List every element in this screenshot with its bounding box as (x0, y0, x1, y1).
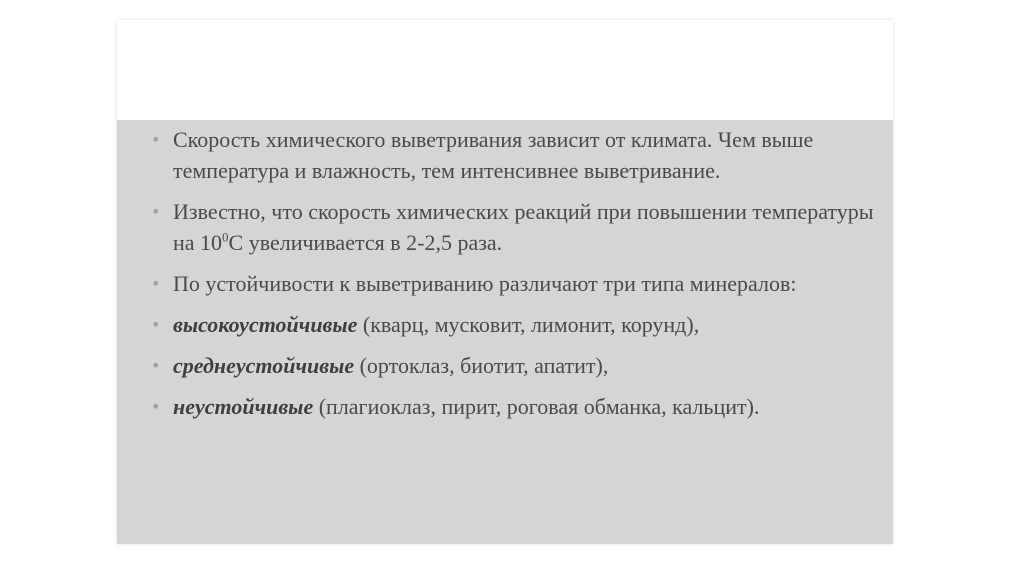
mineral-examples: (плагиоклаз, пирит, роговая обманка, кальцит). (313, 394, 760, 419)
bullet-item-mineral-types (151, 268, 883, 299)
bullet-text: По устойчивости к выветриванию различают три типа минералов: (173, 271, 797, 296)
bullet-list (151, 124, 883, 432)
bullet-icon: • (151, 202, 161, 221)
bullet-icon: • (151, 397, 161, 416)
bullet-item-highly-resistant (151, 309, 883, 340)
mineral-term: высокоустойчивые (173, 312, 358, 337)
bullet-text: Скорость химического выветривания зависит от климата. Чем выше температура и влажность, тем интенсивнее выветривание. (173, 127, 814, 183)
bullet-item-climate (151, 124, 883, 186)
bullet-icon: • (151, 356, 161, 375)
mineral-examples: (кварц, мусковит, лимонит, корунд), (357, 312, 700, 337)
bullet-icon: • (151, 274, 161, 293)
bullet-item-unstable (151, 391, 883, 422)
bullet-text-after: С увеличивается в 2-2,5 раза. (228, 230, 503, 255)
bullet-icon: • (151, 315, 161, 334)
mineral-examples: (ортоклаз, биотит, апатит), (354, 353, 609, 378)
mineral-term: неустойчивые (173, 394, 314, 419)
slide (117, 20, 893, 544)
title-area (117, 20, 893, 120)
degree-superscript: 0 (222, 229, 229, 245)
bullet-item-reaction-rate (151, 196, 883, 258)
bullet-item-medium-resistant (151, 350, 883, 381)
bullet-text-before: Известно, что скорость химических реакций при повышении температуры на 10 (173, 199, 874, 255)
bullet-icon: • (151, 130, 161, 149)
mineral-term: среднеустойчивые (173, 353, 355, 378)
